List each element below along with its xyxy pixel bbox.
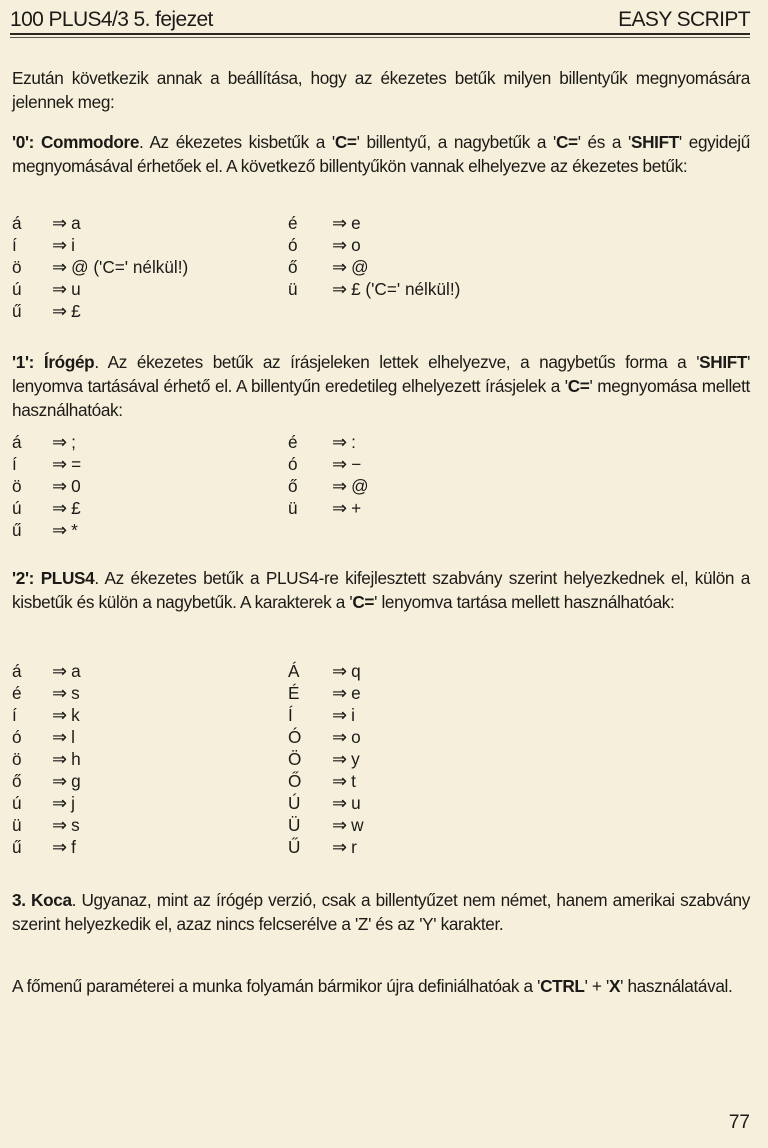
header-rule xyxy=(10,33,750,38)
key-mapping xyxy=(332,660,361,682)
mapped-key: u xyxy=(351,793,361,813)
arrow-icon: ⇒ xyxy=(332,279,348,299)
accented-letter: ú xyxy=(12,793,22,813)
accented-letter: ő xyxy=(288,476,298,496)
accented-letter: ú xyxy=(12,498,22,518)
arrow-icon: ⇒ xyxy=(52,749,68,769)
accented-letter: Ó xyxy=(288,727,302,747)
key-mapping xyxy=(52,234,75,256)
mapping-row xyxy=(12,660,712,682)
accented-letter: Ú xyxy=(288,793,301,813)
key-mapping xyxy=(52,814,80,836)
mapped-key: l xyxy=(71,727,75,747)
mapped-key: o xyxy=(351,727,361,747)
book-section-title: EASY SCRIPT xyxy=(618,8,750,31)
arrow-icon: ⇒ xyxy=(332,661,348,681)
mapped-key: j xyxy=(71,793,75,813)
mapped-key: e xyxy=(351,683,361,703)
accented-letter: ö xyxy=(12,749,22,769)
key-mapping xyxy=(52,475,81,497)
key-mapping xyxy=(52,431,76,453)
accented-letter: á xyxy=(12,661,22,681)
running-header xyxy=(10,6,750,34)
intro-paragraph: Ezután következik annak a beállítása, hogy az ékezetes betűk milyen billentyűk megnyomására jelennek meg: xyxy=(12,68,750,112)
mapped-key: £ xyxy=(71,498,81,518)
arrow-icon: ⇒ xyxy=(332,705,348,725)
section-2-mapping-table xyxy=(12,660,712,858)
mapping-row xyxy=(12,278,712,300)
accented-letter: í xyxy=(12,454,17,474)
mapped-key: k xyxy=(71,705,80,725)
mapping-row xyxy=(12,519,712,541)
key-mapping xyxy=(332,704,355,726)
key-mapping xyxy=(332,770,356,792)
key-mapping xyxy=(332,431,356,453)
mapped-key: = xyxy=(71,454,82,474)
key-mapping xyxy=(52,704,80,726)
section-1-mapping-table xyxy=(12,431,712,541)
section-0-mapping-table xyxy=(12,212,712,322)
arrow-icon: ⇒ xyxy=(332,749,348,769)
arrow-icon: ⇒ xyxy=(52,661,68,681)
mapped-key: u xyxy=(71,279,81,299)
key-mapping xyxy=(52,212,81,234)
key-mapping xyxy=(332,792,361,814)
arrow-icon: ⇒ xyxy=(52,279,68,299)
mapping-row xyxy=(12,453,712,475)
arrow-icon: ⇒ xyxy=(332,727,348,747)
arrow-icon: ⇒ xyxy=(332,498,348,518)
key-mapping xyxy=(52,497,81,519)
accented-letter: ő xyxy=(12,771,22,791)
key-mapping xyxy=(332,212,361,234)
accented-letter: ó xyxy=(12,727,22,747)
accented-letter: Ű xyxy=(288,837,301,857)
mapping-row xyxy=(12,682,712,704)
arrow-icon: ⇒ xyxy=(52,727,68,747)
arrow-icon: ⇒ xyxy=(52,705,68,725)
accented-letter: í xyxy=(12,235,17,255)
key-mapping xyxy=(52,453,81,475)
mapping-row xyxy=(12,256,712,278)
key-mapping xyxy=(52,836,76,858)
mapped-key: q xyxy=(351,661,361,681)
key-mapping xyxy=(52,278,81,300)
mapping-row xyxy=(12,836,712,858)
mapped-key: : xyxy=(351,432,356,452)
key-mapping xyxy=(332,814,364,836)
accented-letter: ú xyxy=(12,279,22,299)
accented-letter: é xyxy=(288,432,298,452)
accented-letter: ü xyxy=(288,498,298,518)
arrow-icon: ⇒ xyxy=(332,454,348,474)
arrow-icon: ⇒ xyxy=(332,257,348,277)
arrow-icon: ⇒ xyxy=(332,815,348,835)
accented-letter: ű xyxy=(12,520,22,540)
key-mapping xyxy=(52,682,80,704)
accented-letter: Í xyxy=(288,705,293,725)
mapped-key: @ xyxy=(351,476,369,496)
key-mapping xyxy=(332,497,361,519)
accented-letter: é xyxy=(12,683,22,703)
arrow-icon: ⇒ xyxy=(332,213,348,233)
arrow-icon: ⇒ xyxy=(52,498,68,518)
mapped-key: a xyxy=(71,213,81,233)
arrow-icon: ⇒ xyxy=(332,432,348,452)
mapping-row xyxy=(12,814,712,836)
arrow-icon: ⇒ xyxy=(332,683,348,703)
mapping-row xyxy=(12,726,712,748)
accented-letter: ü xyxy=(288,279,298,299)
key-mapping xyxy=(52,519,78,541)
mapped-key: s xyxy=(71,815,80,835)
mapped-key: i xyxy=(351,705,355,725)
arrow-icon: ⇒ xyxy=(332,476,348,496)
mapping-row xyxy=(12,475,712,497)
accented-letter: ö xyxy=(12,257,22,277)
arrow-icon: ⇒ xyxy=(52,683,68,703)
accented-letter: á xyxy=(12,432,22,452)
accented-letter: Á xyxy=(288,661,300,681)
mapped-key: s xyxy=(71,683,80,703)
mapped-key: @ ('C=' nélkül!) xyxy=(71,257,189,277)
mapped-key: e xyxy=(351,213,361,233)
key-mapping xyxy=(332,278,460,300)
mapped-key: i xyxy=(71,235,75,255)
key-mapping xyxy=(332,836,357,858)
arrow-icon: ⇒ xyxy=(52,837,68,857)
key-mapping xyxy=(332,256,369,278)
section-1-label: '1': Írógép xyxy=(12,352,95,372)
mapped-key: + xyxy=(351,498,362,518)
page-number: 77 xyxy=(728,1112,750,1133)
arrow-icon: ⇒ xyxy=(332,771,348,791)
accented-letter: ó xyxy=(288,454,298,474)
key-mapping xyxy=(332,682,361,704)
mapped-key: − xyxy=(351,454,362,474)
mapping-row xyxy=(12,300,712,322)
mapping-row xyxy=(12,212,712,234)
arrow-icon: ⇒ xyxy=(52,771,68,791)
key-mapping xyxy=(52,300,81,322)
mapped-key: £ xyxy=(71,301,81,321)
mapped-key: ; xyxy=(71,432,76,452)
key-mapping xyxy=(52,726,75,748)
mapped-key: f xyxy=(71,837,76,857)
key-mapping xyxy=(52,660,81,682)
arrow-icon: ⇒ xyxy=(52,793,68,813)
accented-letter: É xyxy=(288,683,300,703)
section-3-paragraph: 3. Koca. Ugyanaz, mint az írógép verzió, csak a billentyűzet nem német, hanem amerikai szabvány szerint helyezkedik el, azaz nincs felcserélve a 'Z' és az 'Y' karakter. xyxy=(12,890,750,934)
accented-letter: ű xyxy=(12,301,22,321)
mapped-key: w xyxy=(351,815,364,835)
accented-letter: ó xyxy=(288,235,298,255)
key-mapping xyxy=(52,770,81,792)
section-1-paragraph: '1': Írógép. Az ékezetes betűk az írásjeleken lettek elhelyezve, a nagybetűs forma a 'SHIFT' lenyomva tartásával érhető el. A billentyűn eredetileg elhelyezett írásjelek a 'C=' megnyomása mellett használhatóak: xyxy=(12,352,750,420)
accented-letter: ö xyxy=(12,476,22,496)
accented-letter: ü xyxy=(12,815,22,835)
mapped-key: 0 xyxy=(71,476,81,496)
key-mapping xyxy=(332,475,369,497)
accented-letter: í xyxy=(12,705,17,725)
mapped-key: r xyxy=(351,837,357,857)
mapped-key: a xyxy=(71,661,81,681)
closing-paragraph: A főmenű paraméterei a munka folyamán bármikor újra definiálhatóak a 'CTRL' + 'X' használatával. xyxy=(12,976,733,996)
arrow-icon: ⇒ xyxy=(52,257,68,277)
arrow-icon: ⇒ xyxy=(332,793,348,813)
key-mapping xyxy=(52,792,75,814)
mapping-row xyxy=(12,770,712,792)
section-0-label: '0': Commodore xyxy=(12,132,140,152)
arrow-icon: ⇒ xyxy=(52,432,68,452)
mapped-key: £ ('C=' nélkül!) xyxy=(351,279,461,299)
mapped-key: @ xyxy=(351,257,369,277)
arrow-icon: ⇒ xyxy=(332,837,348,857)
key-mapping xyxy=(52,748,81,770)
mapping-row xyxy=(12,748,712,770)
section-2-label: '2': PLUS4 xyxy=(12,568,95,588)
mapping-row xyxy=(12,792,712,814)
accented-letter: é xyxy=(288,213,298,233)
mapping-row xyxy=(12,704,712,726)
mapped-key: o xyxy=(351,235,361,255)
arrow-icon: ⇒ xyxy=(52,454,68,474)
mapping-row xyxy=(12,497,712,519)
accented-letter: ű xyxy=(12,837,22,857)
section-3-label: 3. Koca xyxy=(12,890,72,910)
arrow-icon: ⇒ xyxy=(52,301,68,321)
mapped-key: * xyxy=(71,520,78,540)
accented-letter: Ő xyxy=(288,771,302,791)
mapping-row xyxy=(12,234,712,256)
arrow-icon: ⇒ xyxy=(332,235,348,255)
arrow-icon: ⇒ xyxy=(52,476,68,496)
mapped-key: t xyxy=(351,771,356,791)
section-2-paragraph: '2': PLUS4. Az ékezetes betűk a PLUS4-re kifejlesztett szabvány szerint helyezkednek el, külön a kisbetűk és külön a nagybetűk. A karakterek a 'C=' lenyomva tartása mellett használhatóak: xyxy=(12,568,750,612)
mapped-key: g xyxy=(71,771,81,791)
chapter-title: 100 PLUS4/3 5. fejezet xyxy=(10,8,213,31)
arrow-icon: ⇒ xyxy=(52,235,68,255)
key-mapping xyxy=(52,256,188,278)
key-mapping xyxy=(332,234,361,256)
accented-letter: ő xyxy=(288,257,298,277)
accented-letter: á xyxy=(12,213,22,233)
key-mapping xyxy=(332,726,361,748)
accented-letter: Ö xyxy=(288,749,302,769)
accented-letter: Ü xyxy=(288,815,301,835)
arrow-icon: ⇒ xyxy=(52,815,68,835)
arrow-icon: ⇒ xyxy=(52,520,68,540)
mapping-row xyxy=(12,431,712,453)
mapped-key: h xyxy=(71,749,81,769)
section-0-paragraph: '0': Commodore. Az ékezetes kisbetűk a 'C=' billentyű, a nagybetűk a 'C=' és a 'SHIFT' egyidejű megnyomásával érhetőek el. A következő billentyűkön vannak elhelyezve az ékezetes betűk: xyxy=(12,132,750,176)
key-mapping xyxy=(332,748,360,770)
mapped-key: y xyxy=(351,749,360,769)
key-mapping xyxy=(332,453,361,475)
arrow-icon: ⇒ xyxy=(52,213,68,233)
